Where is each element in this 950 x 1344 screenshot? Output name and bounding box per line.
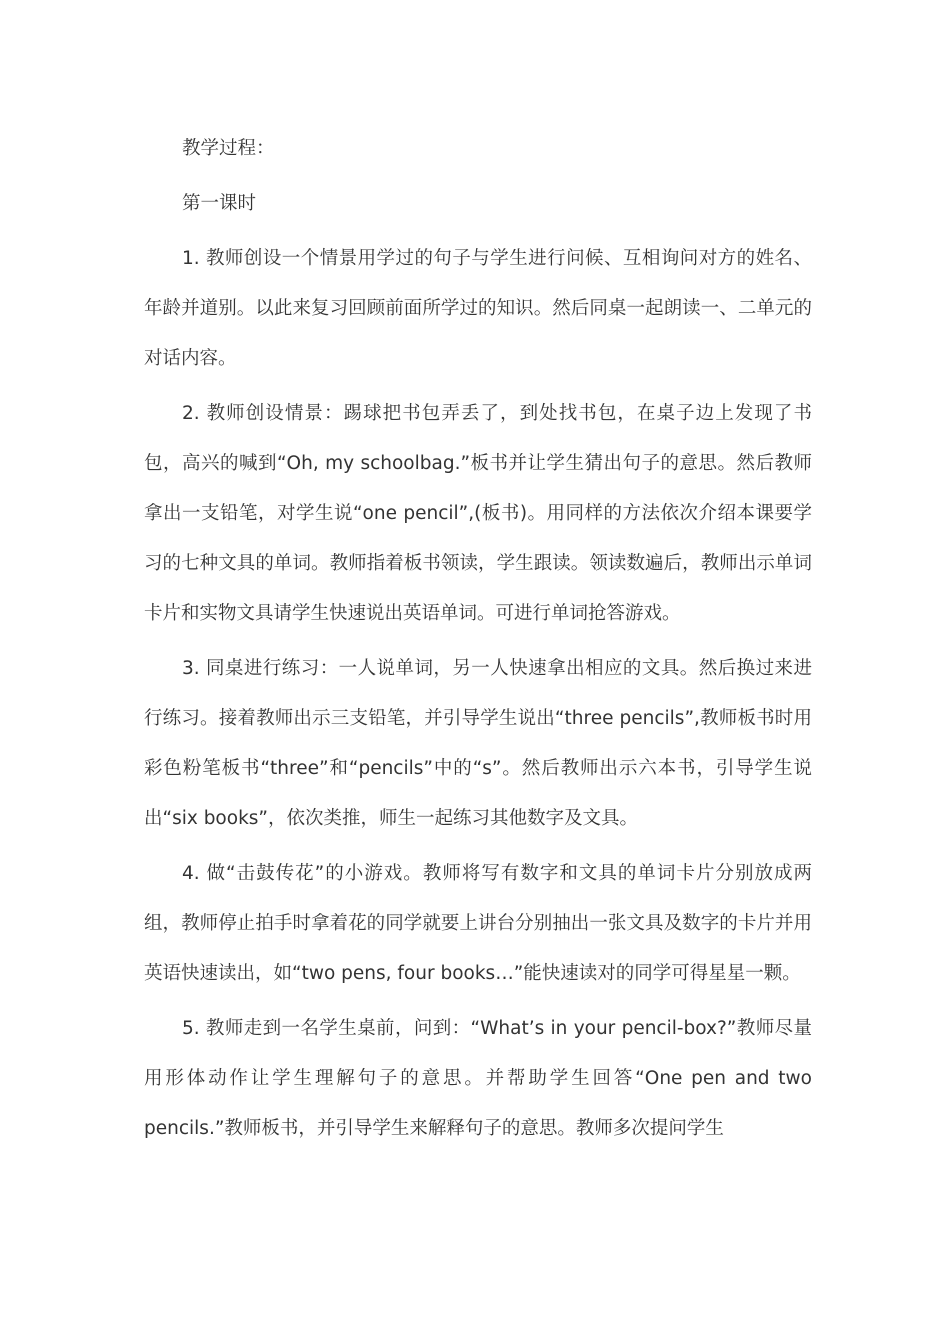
paragraph-step-1: 1. 教师创设一个情景用学过的句子与学生进行问候、互相询问对方的姓名、年龄并道别。以此来复习回顾前面所学过的知识。然后同桌一起朗读一、二单元的对话内容。	[144, 248, 812, 369]
paragraph-step-2: 2. 教师创设情景：踢球把书包弄丢了，到处找书包，在桌子边上发现了书包，高兴的喊到“Oh, my schoolbag.”板书并让学生猜出句子的意思。然后教师拿出一支铅笔，对学生说“one pencil”,(板书)。用同样的方法依次介绍本课要学习的七种文具的单词。教师指着板书领读，学生跟读。领读数遍后，教师出示单词卡片和实物文具请学生快速说出英语单词。可进行单词抢答游戏。	[144, 403, 812, 624]
lesson-subheading: 第一课时	[182, 193, 257, 214]
paragraph-step-3: 3. 同桌进行练习：一人说单词，另一人快速拿出相应的文具。然后换过来进行练习。接着教师出示三支铅笔，并引导学生说出“three pencils”,教师板书时用彩色粉笔板书“three”和“pencils”中的“s”。然后教师出示六本书，引导学生说出“six books”，依次类推，师生一起练习其他数字及文具。	[144, 658, 812, 829]
document-body	[144, 124, 812, 1159]
paragraph-step-4: 4. 做“击鼓传花”的小游戏。教师将写有数字和文具的单词卡片分别放成两组，教师停止拍手时拿着花的同学就要上讲台分别抽出一张文具及数字的卡片并用英语快速读出，如“two pens, four books…”能快速读对的同学可得星星一颗。	[144, 863, 812, 984]
paragraph-step-5: 5. 教师走到一名学生桌前，问到：“What’s in your pencil-box?”教师尽量用形体动作让学生理解句子的意思。并帮助学生回答“One pen and two pencils.”教师板书，并引导学生来解释句子的意思。教师多次提问学生	[144, 1018, 812, 1139]
section-heading: 教学过程：	[182, 138, 275, 159]
